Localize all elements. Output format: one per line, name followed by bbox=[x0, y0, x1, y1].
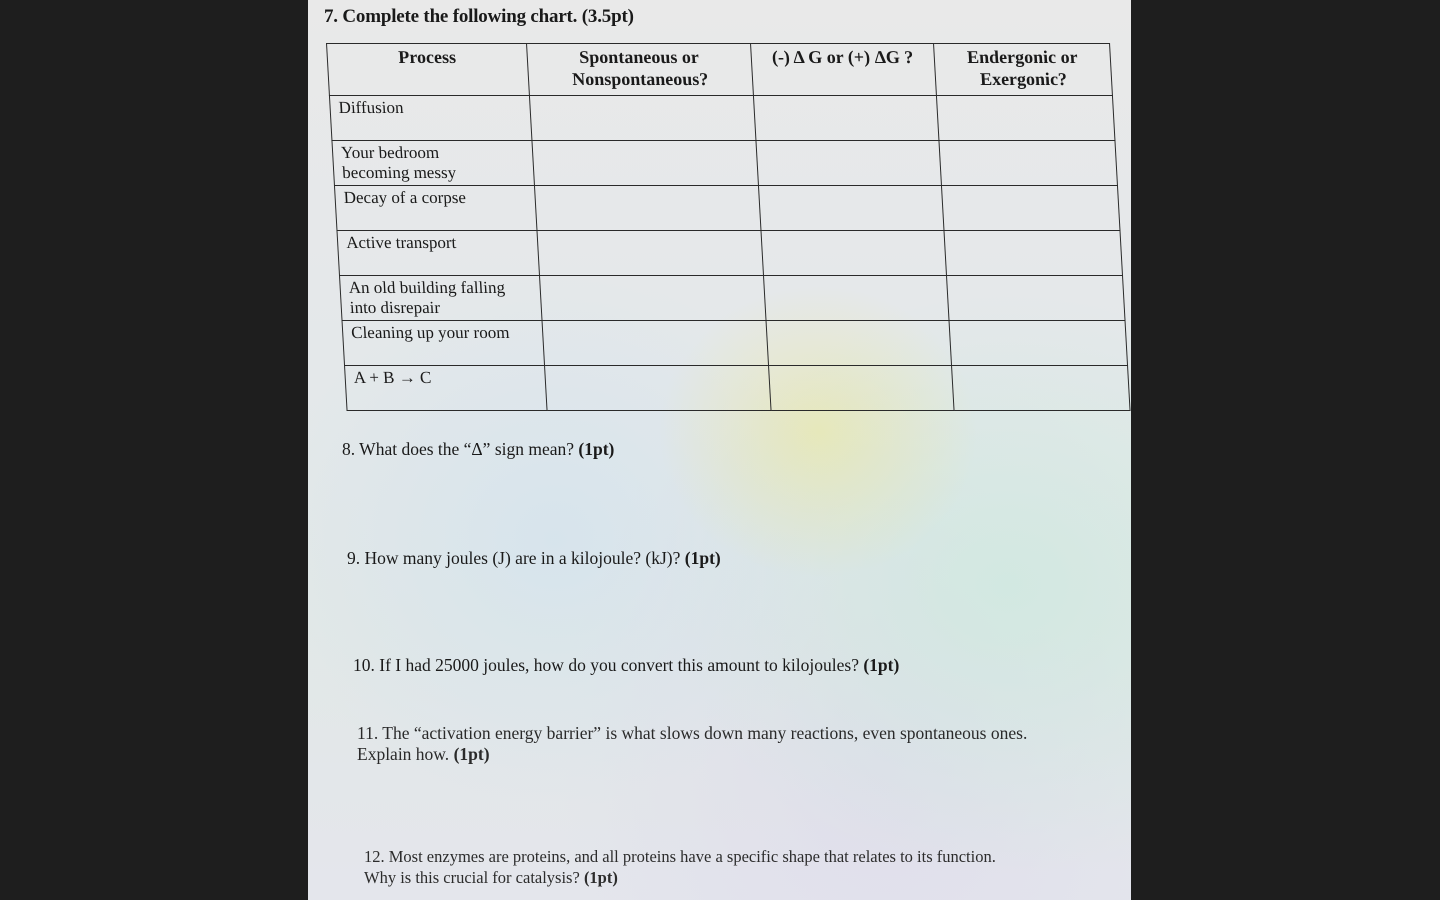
spontaneity-answer-cell[interactable] bbox=[529, 96, 756, 141]
process-label-line2: becoming messy bbox=[341, 163, 457, 182]
process-label: A + B → C bbox=[353, 368, 432, 387]
question-12-points: (1pt) bbox=[583, 868, 618, 887]
header-spontaneity-line1: Spontaneous or bbox=[578, 47, 700, 67]
process-label: Diffusion bbox=[338, 98, 404, 117]
endergonic-answer-cell[interactable] bbox=[949, 321, 1128, 366]
header-endergonic-line2: Exergonic? bbox=[979, 69, 1068, 89]
question-9-points: (1pt) bbox=[684, 548, 721, 568]
header-process-label: Process bbox=[397, 47, 457, 67]
process-cell bbox=[342, 321, 544, 366]
process-cell bbox=[334, 186, 536, 231]
delta-g-answer-cell[interactable] bbox=[766, 321, 952, 366]
process-label: Active transport bbox=[345, 233, 457, 252]
question-11 bbox=[357, 723, 1097, 765]
header-delta-g-label: (-) Δ G or (+) ΔG ? bbox=[771, 47, 914, 67]
spontaneity-answer-cell[interactable] bbox=[534, 186, 761, 231]
table-row bbox=[342, 321, 1128, 366]
table-row bbox=[334, 186, 1120, 231]
spontaneity-answer-cell[interactable] bbox=[537, 231, 764, 276]
process-cell bbox=[329, 96, 531, 141]
question-7-title bbox=[324, 6, 634, 28]
process-chart-table bbox=[326, 43, 1131, 411]
delta-g-answer-cell[interactable] bbox=[763, 276, 949, 321]
process-label: Decay of a corpse bbox=[343, 188, 467, 207]
table-row bbox=[332, 141, 1118, 186]
table-row bbox=[337, 231, 1123, 276]
process-label: Cleaning up your room bbox=[350, 323, 510, 342]
endergonic-answer-cell[interactable] bbox=[939, 141, 1118, 186]
endergonic-answer-cell[interactable] bbox=[946, 276, 1125, 321]
endergonic-answer-cell[interactable] bbox=[951, 366, 1130, 411]
process-label: An old building falling bbox=[348, 278, 506, 297]
question-9-text: 9. How many joules (J) are in a kilojoule? (kJ)? bbox=[347, 548, 681, 568]
table-row bbox=[329, 96, 1115, 141]
question-10-text: 10. If I had 25000 joules, how do you convert this amount to kilojoules? bbox=[353, 655, 859, 675]
question-11-points: (1pt) bbox=[453, 744, 490, 764]
table-header-row bbox=[327, 44, 1113, 96]
process-cell bbox=[332, 141, 534, 186]
delta-g-answer-cell[interactable] bbox=[758, 186, 944, 231]
delta-g-answer-cell[interactable] bbox=[768, 366, 954, 411]
endergonic-answer-cell[interactable] bbox=[936, 96, 1115, 141]
header-delta-g bbox=[750, 44, 936, 96]
question-7-points: (3.5pt) bbox=[581, 6, 634, 27]
question-12-line2: Why is this crucial for catalysis? bbox=[364, 868, 580, 887]
header-spontaneity bbox=[526, 44, 753, 96]
process-cell bbox=[345, 366, 547, 411]
delta-g-answer-cell[interactable] bbox=[761, 231, 947, 276]
spontaneity-answer-cell[interactable] bbox=[539, 276, 766, 321]
question-10 bbox=[353, 655, 899, 676]
endergonic-answer-cell[interactable] bbox=[944, 231, 1123, 276]
delta-g-answer-cell[interactable] bbox=[756, 141, 942, 186]
delta-g-answer-cell[interactable] bbox=[753, 96, 939, 141]
table-row bbox=[345, 366, 1131, 411]
question-7-text: 7. Complete the following chart. bbox=[324, 6, 578, 27]
process-label: Your bedroom bbox=[340, 143, 440, 162]
question-8-points: (1pt) bbox=[578, 439, 615, 459]
process-label-line2: into disrepair bbox=[349, 298, 441, 317]
header-spontaneity-line2: Nonspontaneous? bbox=[571, 69, 709, 89]
spontaneity-answer-cell[interactable] bbox=[532, 141, 759, 186]
question-12-line1: 12. Most enzymes are proteins, and all proteins have a specific shape that relates to its function. bbox=[364, 847, 996, 866]
worksheet-page bbox=[308, 0, 1131, 900]
question-8 bbox=[342, 439, 614, 460]
process-cell bbox=[337, 231, 539, 276]
spontaneity-answer-cell[interactable] bbox=[544, 366, 771, 411]
header-process bbox=[327, 44, 530, 96]
question-9 bbox=[347, 548, 721, 569]
question-10-points: (1pt) bbox=[863, 655, 900, 675]
process-cell bbox=[339, 276, 541, 321]
header-endergonic bbox=[933, 44, 1112, 96]
header-endergonic-line1: Endergonic or bbox=[966, 47, 1079, 67]
endergonic-answer-cell[interactable] bbox=[941, 186, 1120, 231]
question-12 bbox=[364, 846, 1104, 888]
table-row bbox=[339, 276, 1125, 321]
question-8-text: 8. What does the “Δ” sign mean? bbox=[342, 439, 575, 459]
question-11-line1: 11. The “activation energy barrier” is what slows down many reactions, even spontaneous ones. bbox=[357, 723, 1028, 743]
question-11-line2: Explain how. bbox=[357, 744, 450, 764]
spontaneity-answer-cell[interactable] bbox=[542, 321, 769, 366]
